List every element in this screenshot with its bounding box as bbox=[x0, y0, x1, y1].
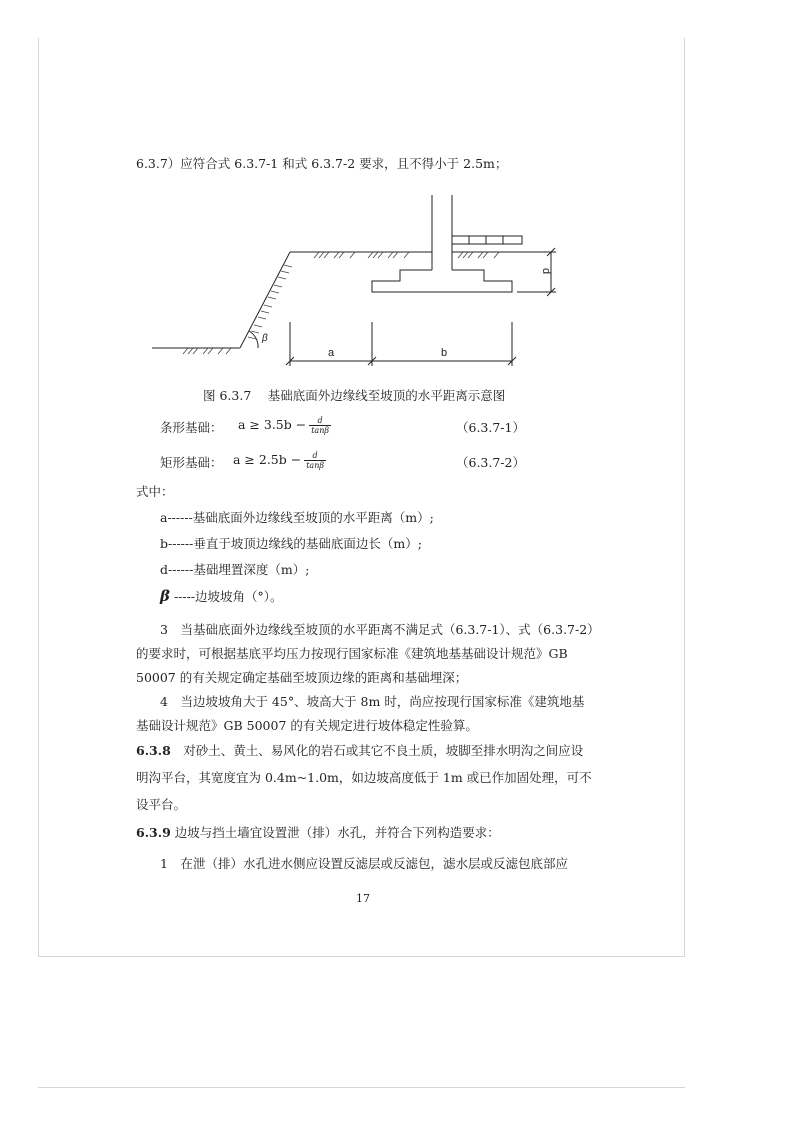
label-b: b bbox=[441, 347, 448, 359]
formula-1-number: （6.3.7-1） bbox=[456, 420, 525, 435]
page-number: 17 bbox=[356, 892, 370, 905]
definition-a: a------基础底面外边缘线至坡顶的水平距离（m）; bbox=[160, 510, 434, 525]
para3-line1: 3 当基础底面外边缘线至坡顶的水平距离不满足式（6.3.7-1）、式（6.3.7-2） bbox=[160, 622, 600, 637]
definition-beta bbox=[160, 588, 283, 605]
section-6-3-8-line1 bbox=[136, 743, 583, 759]
section-6-3-8-text: 对砂土、黄土、易风化的岩石或其它不良土质，坡脚至排水明沟之间应设 bbox=[170, 743, 584, 758]
para3-line2: 的要求时，可根据基底平均压力按现行国家标准《建筑地基基础设计规范》GB bbox=[136, 646, 568, 661]
formula-2-frac-num: d bbox=[312, 451, 318, 460]
formula-1-name: 条形基础： bbox=[160, 420, 223, 435]
section-6-3-9-line1 bbox=[136, 825, 500, 841]
stepped-footing bbox=[372, 270, 512, 292]
figure-caption: 图 6.3.7 基础底面外边缘线至坡顶的水平距离示意图 bbox=[203, 388, 506, 403]
beta-angle-arc bbox=[249, 331, 258, 348]
section-6-3-8-line2: 明沟平台，其宽度宜为 0.4m~1.0m，如边坡高度低于 1m 或已作加固处理，可不 bbox=[136, 770, 592, 785]
para3-line3: 50007 的有关规定确定基础至坡顶边缘的距离和基础埋深； bbox=[136, 670, 468, 685]
formula-1-expr: a ≥ 3.5b − bbox=[238, 417, 307, 432]
formula-2-fraction bbox=[304, 451, 326, 470]
label-a: a bbox=[328, 347, 335, 359]
intro-line: 6.3.7）应符合式 6.3.7-1 和式 6.3.7-2 要求，且不得小于 2.5m； bbox=[136, 156, 508, 171]
label-beta: β bbox=[262, 333, 268, 344]
formula-2-frac-den: tanβ bbox=[306, 461, 324, 470]
beta-symbol: β bbox=[160, 587, 170, 605]
formula-2-number: （6.3.7-2） bbox=[456, 455, 525, 470]
formula-1 bbox=[238, 416, 331, 435]
label-d: d bbox=[540, 268, 552, 275]
formula-1-fraction bbox=[309, 416, 331, 435]
grade-slab bbox=[452, 236, 522, 244]
definition-b: b------垂直于坡顶边缘线的基础底面边长（m）; bbox=[160, 536, 422, 551]
beta-definition-text: -----边坡坡角（°）。 bbox=[169, 589, 283, 604]
section-6-3-8-line3: 设平台。 bbox=[136, 797, 187, 812]
formula-1-frac-num: d bbox=[317, 416, 323, 425]
section-6-3-9-text: 边坡与挡土墙宜设置泄（排）水孔，并符合下列构造要求： bbox=[170, 825, 500, 840]
formula-1-frac-den: tanβ bbox=[311, 426, 329, 435]
section-6-3-9-item1: 1 在泄（排）水孔进水侧应设置反滤层或反滤包，滤水层或反滤包底部应 bbox=[160, 856, 568, 871]
formula-2-expr: a ≥ 2.5b − bbox=[233, 452, 302, 467]
para4-line2: 基础设计规范》GB 50007 的有关规定进行坡体稳定性验算。 bbox=[136, 718, 478, 733]
section-6-3-8-number: 6.3.8 bbox=[136, 743, 171, 758]
formula-2 bbox=[233, 451, 326, 470]
where-label: 式中： bbox=[136, 484, 174, 499]
definition-d: d------基础埋置深度（m）; bbox=[160, 562, 310, 577]
formula-2-name: 矩形基础： bbox=[160, 455, 223, 470]
para4-line1: 4 当边坡坡角大于 45°、坡高大于 8m 时，尚应按现行国家标准《建筑地基 bbox=[160, 694, 585, 709]
section-6-3-9-number: 6.3.9 bbox=[136, 825, 171, 840]
